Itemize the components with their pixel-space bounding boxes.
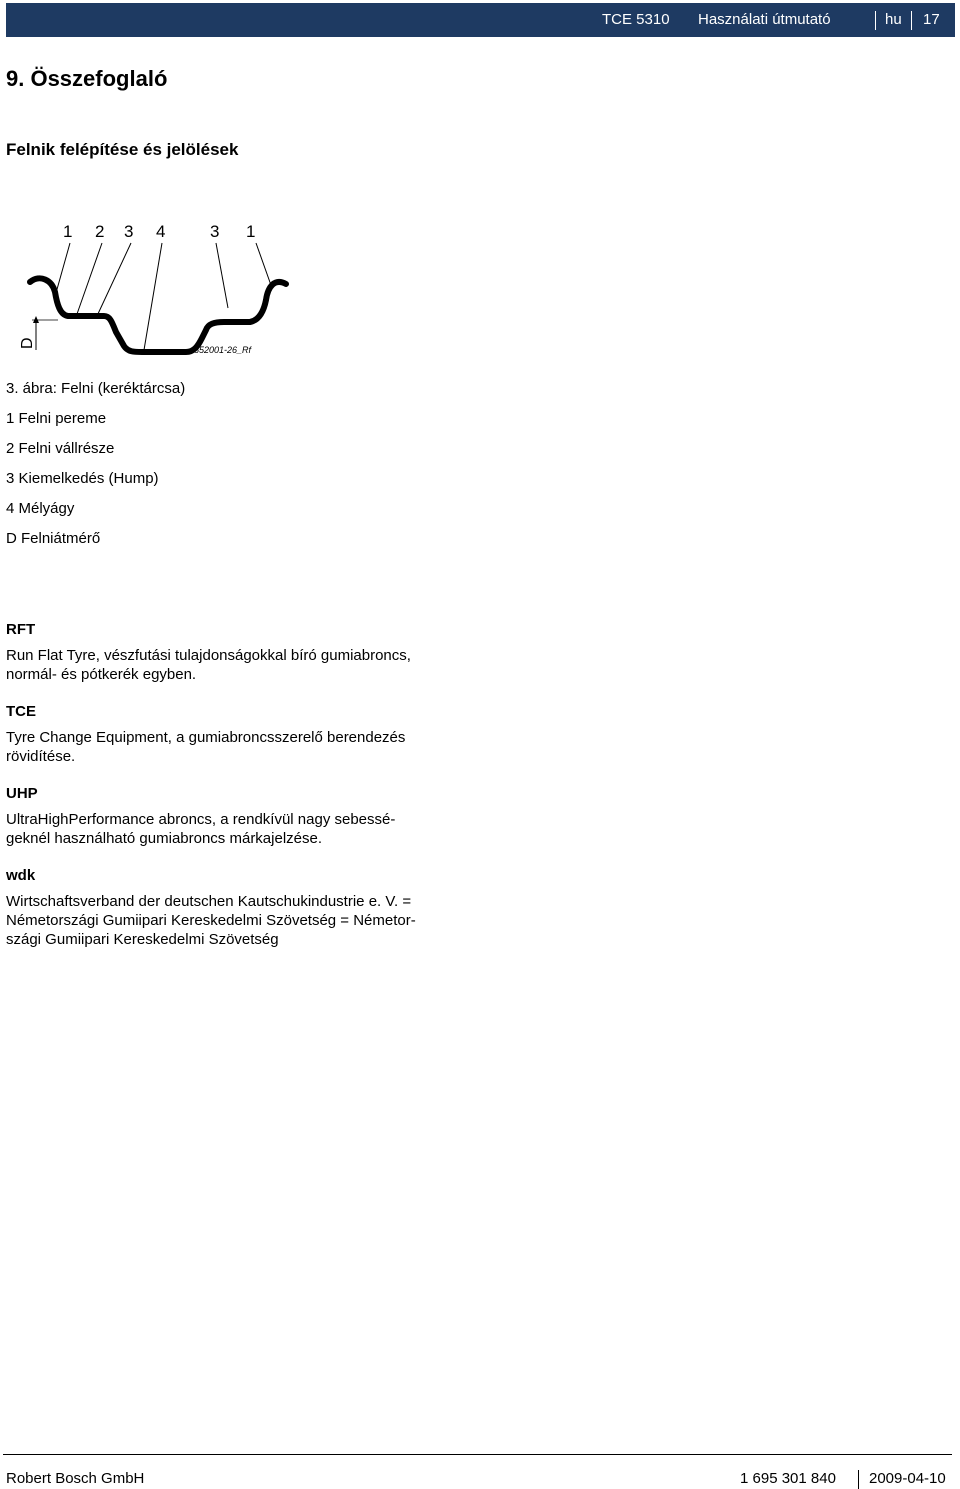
dimension-arrow	[33, 316, 39, 323]
glossary-entry-uhp	[6, 784, 476, 848]
callout-label: 4	[156, 222, 166, 241]
term-abbreviation: UHP	[6, 785, 38, 802]
doc-title: Használati útmutató	[698, 11, 831, 28]
legend-item: 1 Felni pereme	[6, 410, 107, 427]
glossary-entry-tce	[6, 702, 476, 766]
subsection-title: Felnik felépítése és jelölések	[6, 140, 239, 159]
term-description: geknél használható gumiabroncs márkajelzése.	[6, 830, 323, 847]
callout-label: 1	[63, 222, 73, 241]
dimension-label: D	[19, 337, 36, 349]
term-description: UltraHighPerformance abroncs, a rendkívül nagy sebessé-	[6, 811, 396, 828]
page-header-bar	[6, 3, 955, 37]
header-separator	[911, 11, 912, 30]
term-abbreviation: TCE	[6, 703, 36, 720]
footer-date: 2009-04-10	[869, 1470, 946, 1487]
term-description: Tyre Change Equipment, a gumiabroncsszerelő berendezés	[6, 729, 406, 746]
legend-item: 2 Felni vállrésze	[6, 440, 115, 457]
term-description: Run Flat Tyre, vészfutási tulajdonságokkal bíró gumiabroncs,	[6, 647, 411, 664]
callout-leader-lines	[54, 243, 272, 350]
glossary-entry-rft	[6, 620, 476, 684]
figure-legend	[6, 379, 185, 559]
term-description: Németországi Gumiipari Kereskedelmi Szövetség = Németor-	[6, 912, 416, 929]
term-description: szági Gumiipari Kereskedelmi Szövetség	[6, 931, 279, 948]
section-title: 9. Összefoglaló	[6, 66, 168, 91]
term-description: rövidítése.	[6, 748, 76, 765]
rim-cross-section-figure	[10, 212, 300, 362]
term-description: Wirtschaftsverband der deutschen Kautschukindustrie e. V. =	[6, 893, 412, 910]
page-number: 17	[923, 11, 940, 28]
footer-separator	[858, 1470, 859, 1489]
callout-label: 3	[124, 222, 134, 241]
footer-doc-number: 1 695 301 840	[740, 1470, 836, 1487]
callout-label: 2	[95, 222, 105, 241]
callout-label: 3	[210, 222, 220, 241]
image-code: 652001-26_Rf	[194, 345, 252, 355]
figure-caption: 3. ábra: Felni (keréktárcsa)	[6, 380, 186, 397]
callout-label: 1	[246, 222, 256, 241]
rim-profile	[30, 278, 286, 352]
legend-item: D Felniátmérő	[6, 530, 101, 547]
doc-code: TCE 5310	[602, 11, 670, 28]
footer-company: Robert Bosch GmbH	[6, 1470, 145, 1487]
legend-item: 3 Kiemelkedés (Hump)	[6, 470, 159, 487]
term-description: normál- és pótkerék egyben.	[6, 666, 197, 683]
legend-item: 4 Mélyágy	[6, 500, 75, 517]
header-separator	[875, 11, 876, 30]
term-abbreviation: wdk	[6, 867, 36, 884]
glossary-entry-wdk	[6, 866, 476, 949]
footer-rule	[3, 1454, 952, 1455]
glossary	[6, 620, 476, 967]
language-code: hu	[885, 11, 902, 28]
term-abbreviation: RFT	[6, 621, 36, 638]
